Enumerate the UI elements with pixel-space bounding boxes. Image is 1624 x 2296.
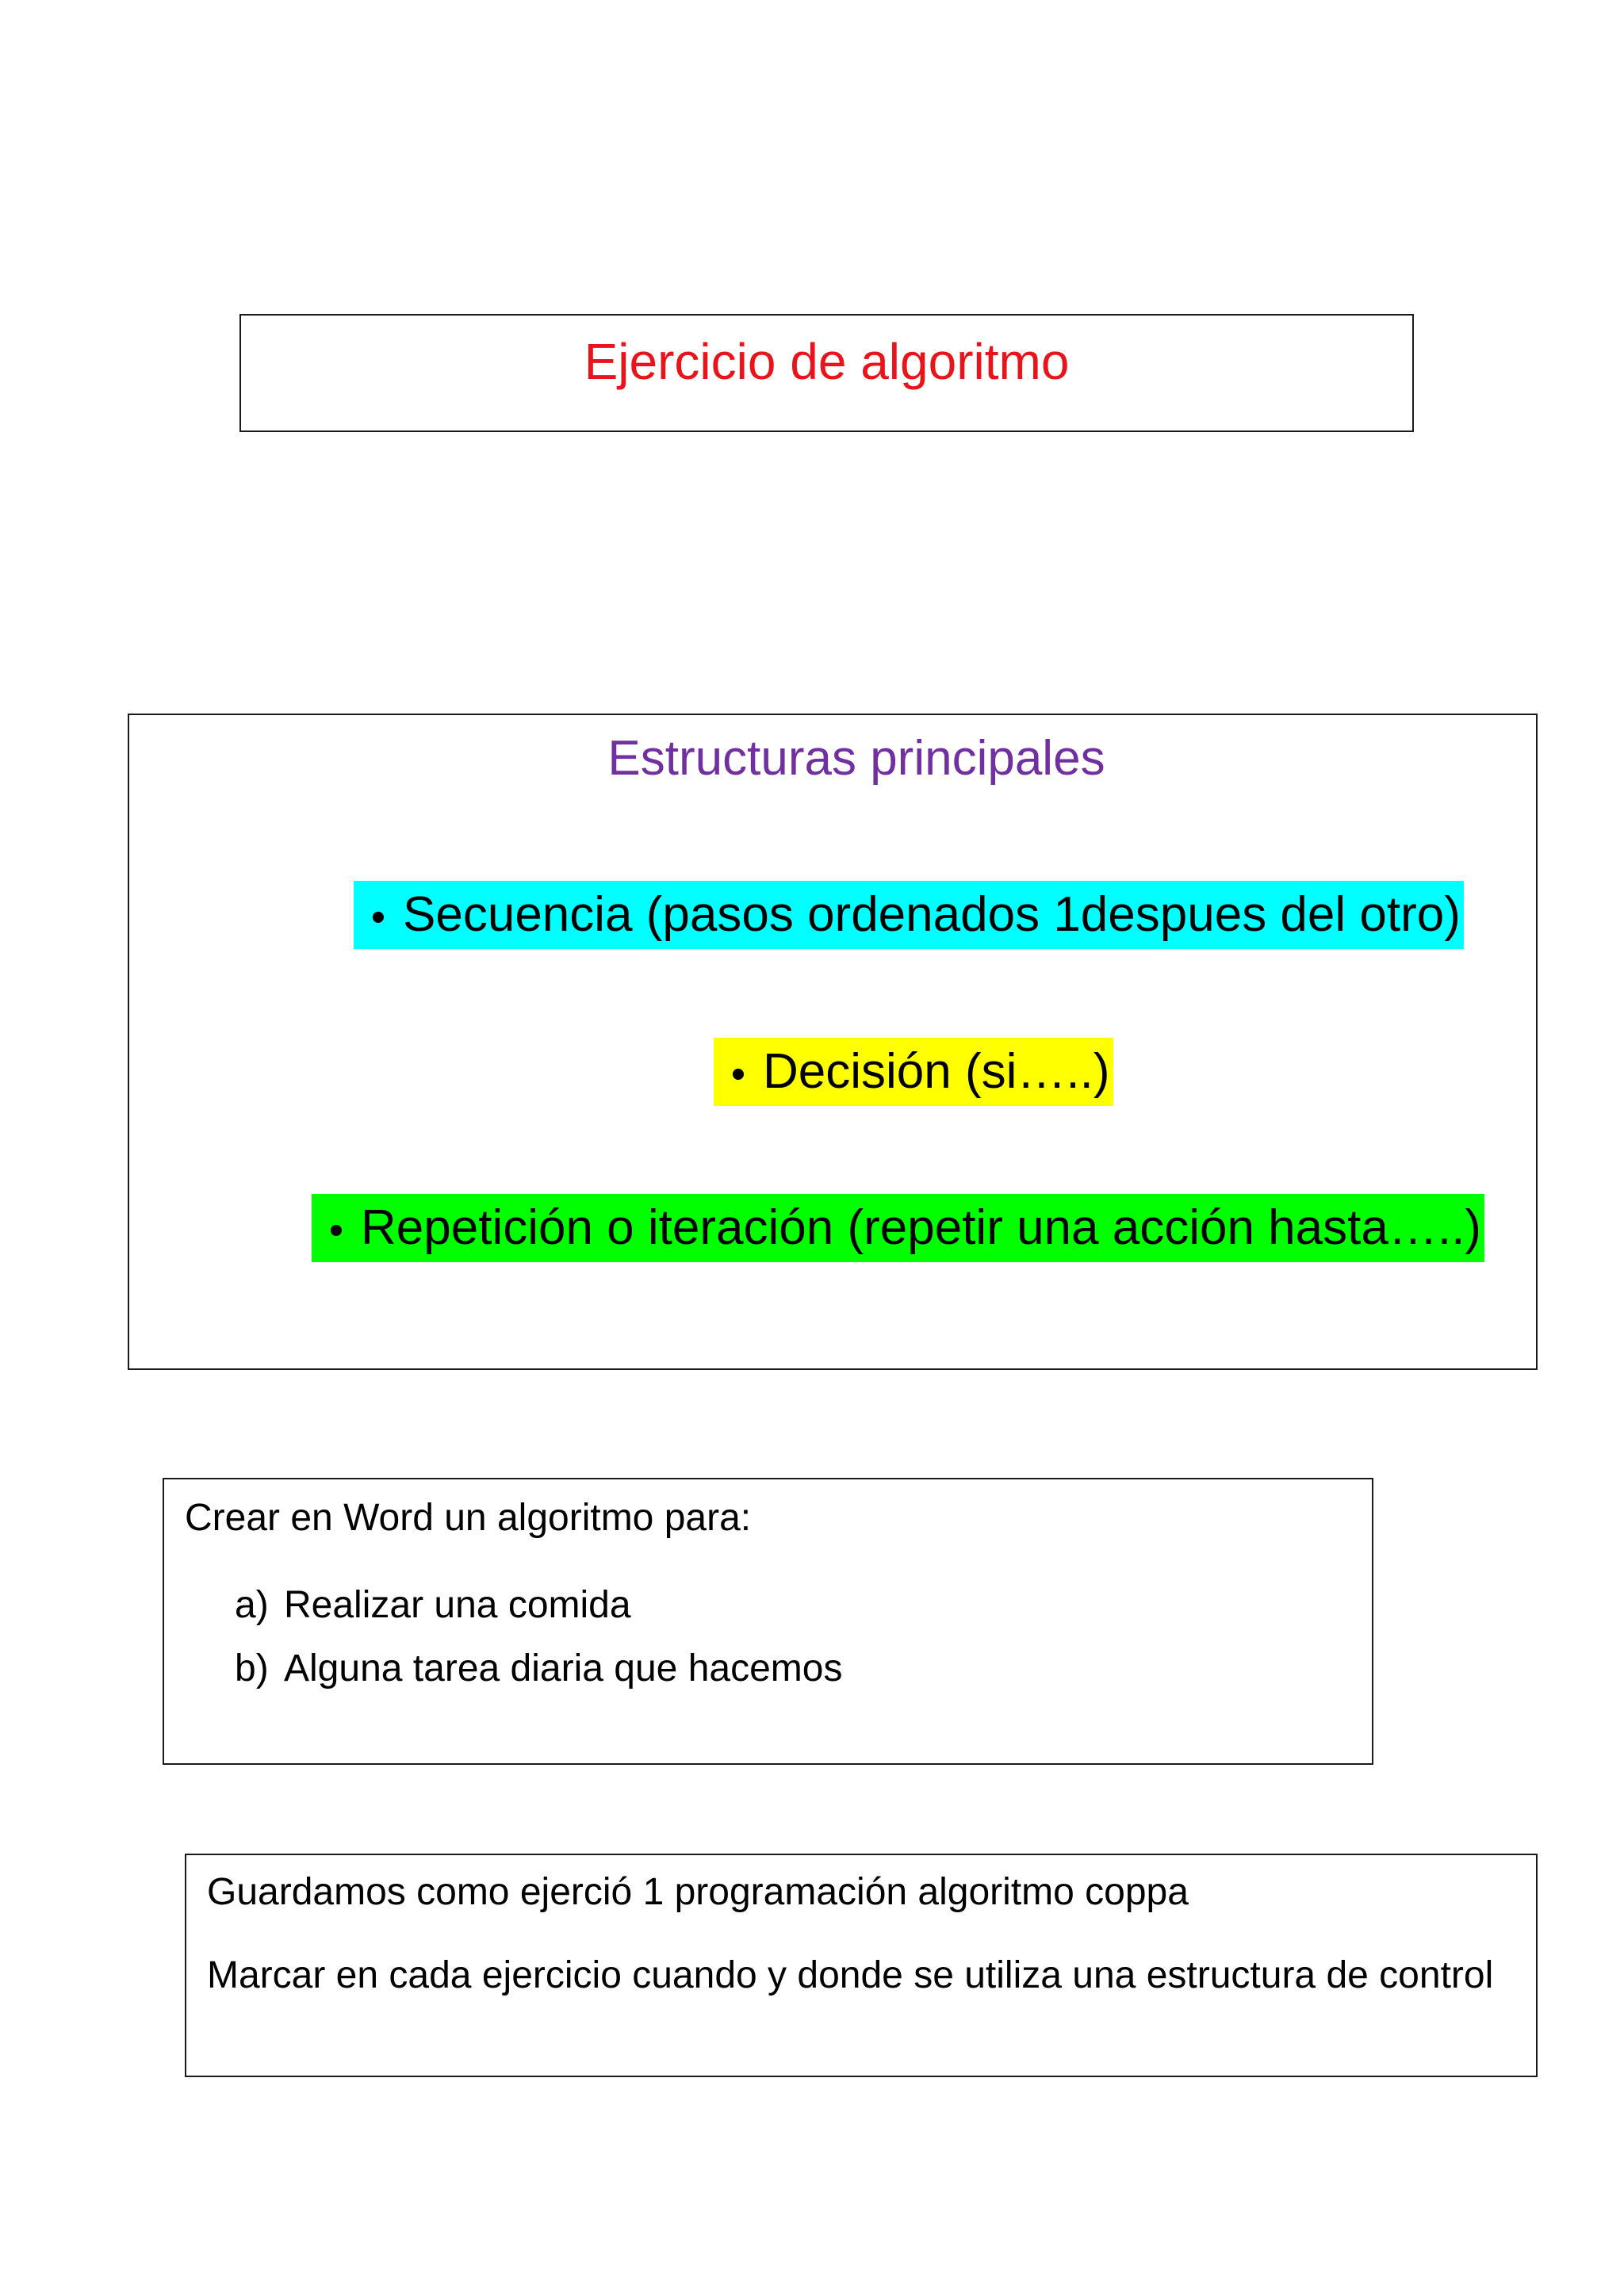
bullet-icon: • <box>730 1051 746 1097</box>
task-item-text: Realizar una comida <box>284 1584 631 1626</box>
list-marker: b) <box>235 1647 269 1689</box>
list-marker: a) <box>235 1584 269 1626</box>
task-item-text: Alguna tarea diaria que hacemos <box>284 1647 843 1689</box>
task-intro: Crear en Word un algoritmo para: <box>185 1497 752 1539</box>
title-box <box>239 314 1414 432</box>
task-list-item <box>235 1582 631 1628</box>
save-instructions-box <box>185 1854 1538 2077</box>
structures-box <box>128 714 1538 1370</box>
structure-item-label: Repetición o iteración (repetir una acción hasta…..) <box>361 1200 1481 1255</box>
bullet-icon: • <box>370 894 386 940</box>
structure-item-label: Secuencia (pasos ordenados 1despues del otro) <box>403 887 1461 942</box>
task-box <box>163 1478 1373 1765</box>
bullet-icon: • <box>328 1207 344 1253</box>
save-instruction: Guardamos como ejerció 1 programación algoritmo coppa <box>207 1871 1189 1913</box>
mark-instruction: Marcar en cada ejercicio cuando y donde se utiliza una estructura de control <box>207 1954 1494 1996</box>
structure-item-label: Decisión (si…..) <box>763 1044 1110 1099</box>
task-list-item <box>235 1646 842 1692</box>
structures-heading: Estructuras principales <box>607 731 1105 786</box>
structure-item-sequence <box>354 881 1464 949</box>
structure-item-repetition <box>312 1194 1484 1262</box>
document-title: Ejercicio de algoritmo <box>584 333 1070 390</box>
structure-item-decision <box>714 1038 1113 1106</box>
